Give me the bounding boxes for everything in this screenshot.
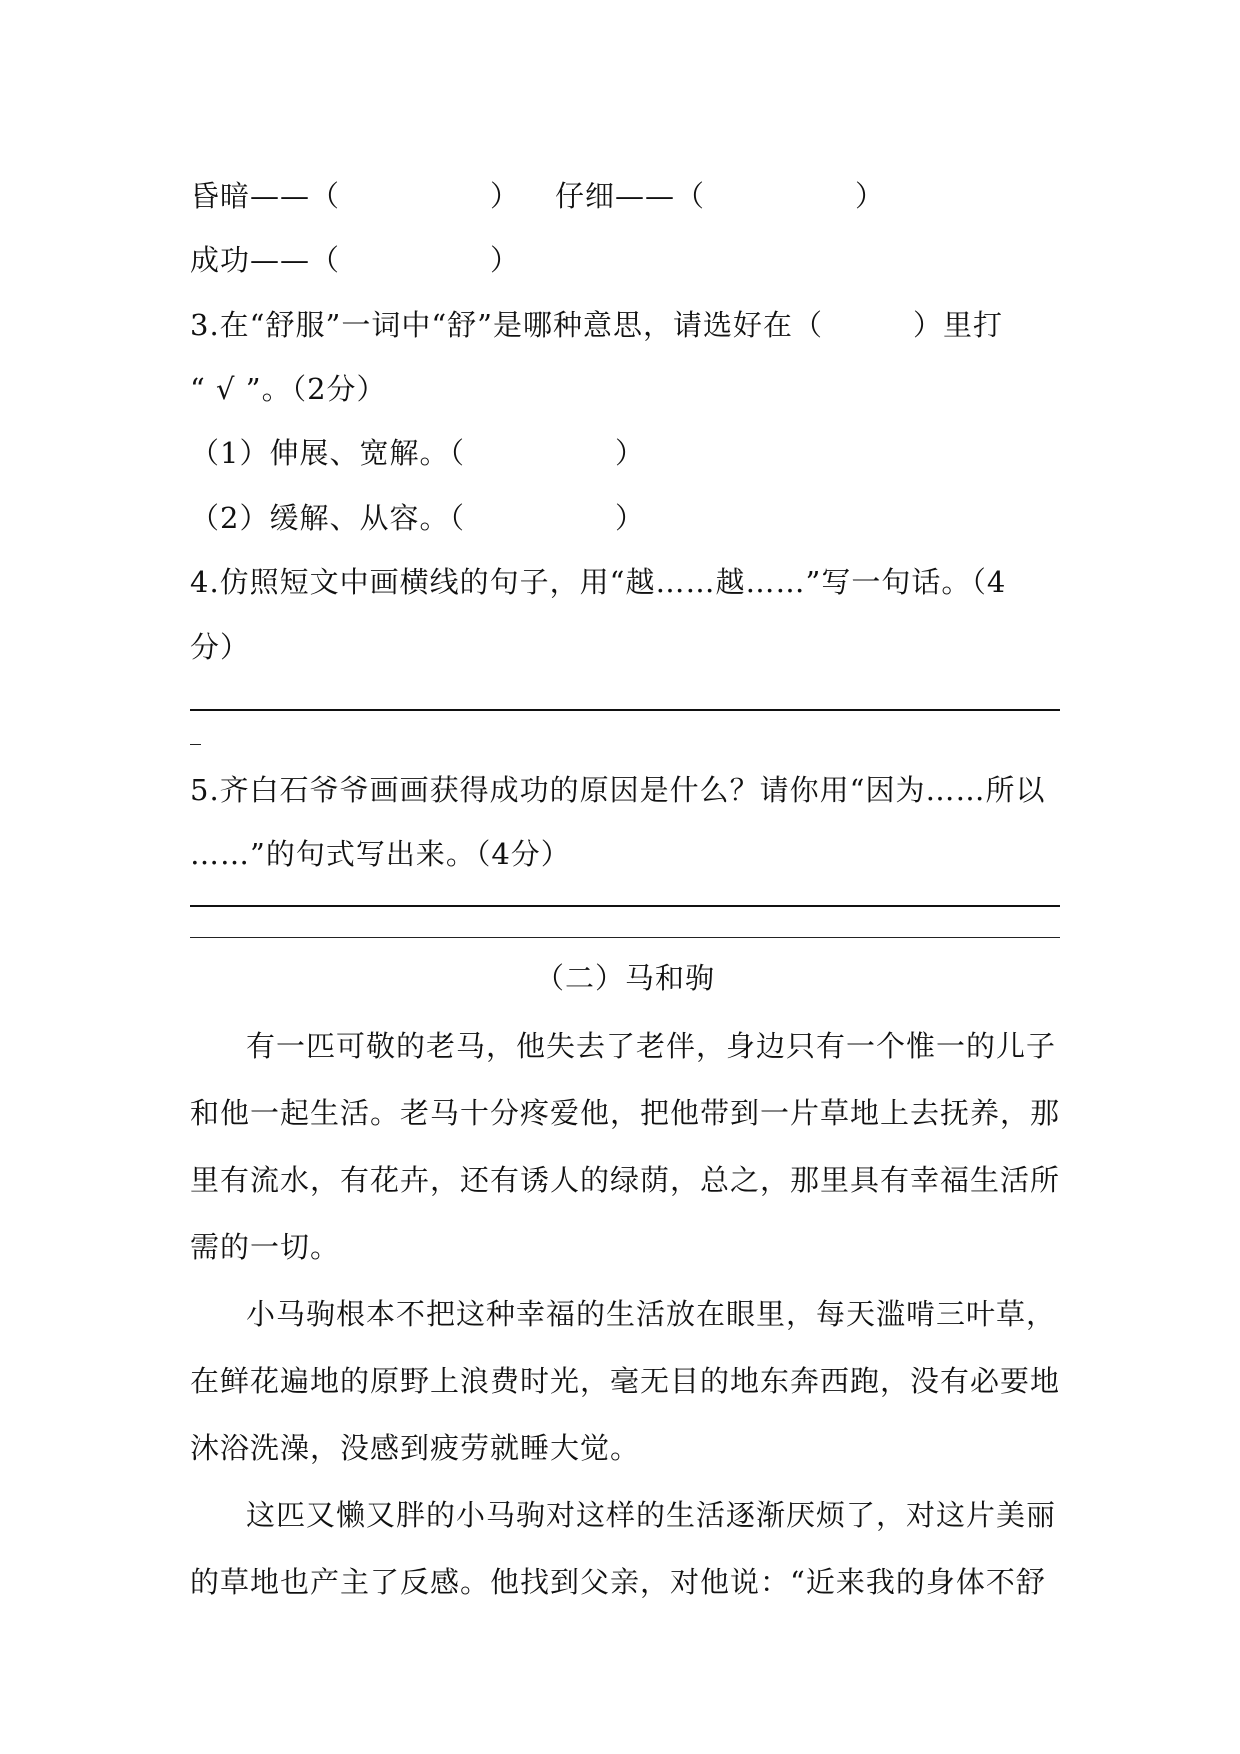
passage-title: （二）马和驹 (534, 961, 715, 995)
q2-item-zixi: 仔细——（ ） (555, 179, 886, 213)
passage-line: 沐浴洗澡，没感到疲劳就睡大觉。 (190, 1431, 641, 1465)
q5-answer-line-1[interactable] (190, 905, 1060, 907)
q3-option-1: （1）伸展、宽解。（ ） (190, 436, 645, 470)
passage-line: 小马驹根本不把这种幸福的生活放在眼里，每天滥啃三叶草， (246, 1297, 1057, 1331)
q5-question-line1: 5.齐白石爷爷画画获得成功的原因是什么？请你用“因为……所以 (190, 773, 1046, 807)
passage-line: 在鲜花遍地的原野上浪费时光，毫无目的地东奔西跑，没有必要地 (190, 1364, 1061, 1398)
q3-option-2: （2）缓解、从容。（ ） (190, 501, 645, 535)
passage-line: 这匹又懒又胖的小马驹对这样的生活逐渐厌烦了，对这片美丽 (246, 1498, 1057, 1532)
q4-question-line1: 4.仿照短文中画横线的句子，用“越……越……”写一句话。（4 (190, 565, 1007, 599)
passage-line: 需的一切。 (190, 1230, 341, 1264)
q4-question-line2: 分） (190, 630, 251, 664)
passage-line: 有一匹可敬的老马，他失去了老伴，身边只有一个惟一的儿子 (246, 1029, 1057, 1063)
q3-question-line1: 3.在“舒服”一词中“舒”是哪种意思，请选好在（ ）里打 (190, 308, 1003, 342)
q4-answer-line[interactable] (190, 709, 1060, 711)
q5-question-line2: ……”的句式写出来。（4分） (190, 837, 571, 871)
passage-line: 的草地也产主了反感。他找到父亲，对他说：“近来我的身体不舒 (190, 1565, 1046, 1599)
q2-item-chenggong: 成功——（ ） (190, 243, 521, 277)
passage-line: 里有流水，有花卉，还有诱人的绿荫，总之，那里具有幸福生活所 (190, 1163, 1061, 1197)
passage-line: 和他一起生活。老马十分疼爱他，把他带到一片草地上去抚养，那 (190, 1096, 1061, 1130)
q4-answer-line-stub (190, 744, 201, 745)
q2-item-hunan: 昏暗——（ ） (190, 179, 521, 213)
q3-question-line2: “ √ ”。（2分） (190, 372, 387, 406)
q5-answer-line-2[interactable] (190, 937, 1060, 938)
